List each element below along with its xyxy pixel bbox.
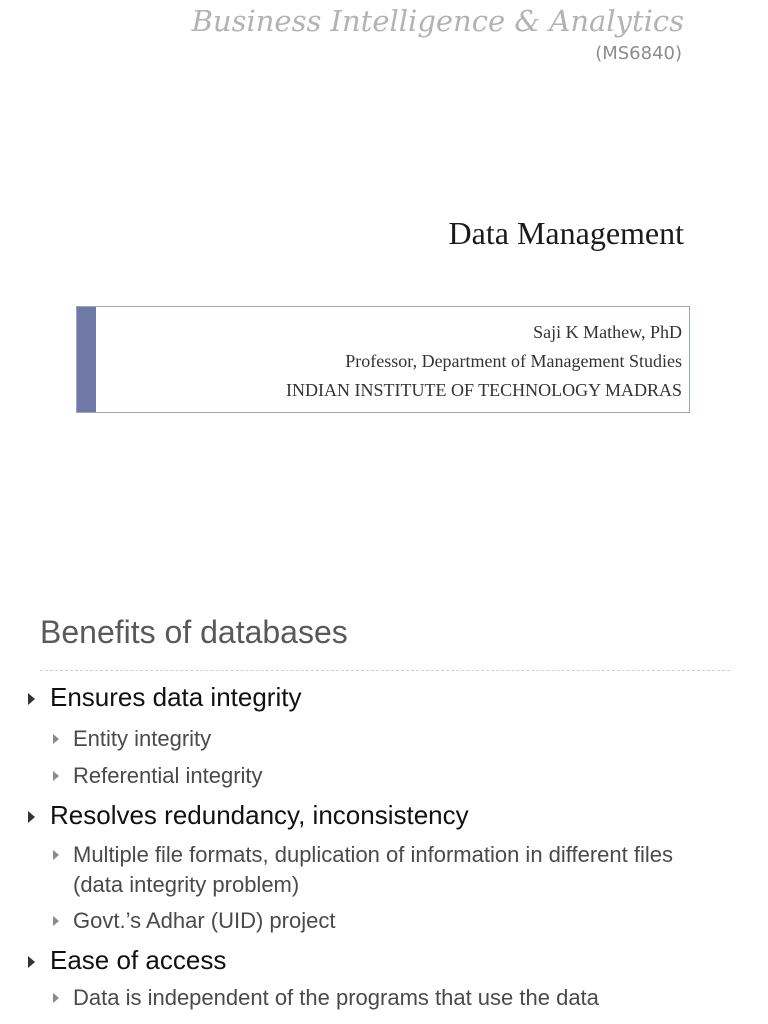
triangle-right-small-icon <box>53 993 59 1003</box>
triangle-right-small-icon <box>53 771 59 781</box>
triangle-right-small-icon <box>53 916 59 926</box>
course-title: Business Intelligence & Analytics <box>191 4 684 38</box>
author-box <box>76 306 690 413</box>
sub-bullet-item: Entity integrity <box>73 726 212 751</box>
triangle-right-small-icon <box>53 850 59 860</box>
benefits-slide <box>0 600 768 1024</box>
title-divider <box>40 670 730 671</box>
triangle-right-icon <box>28 811 35 823</box>
sub-bullet-item: Referential integrity <box>73 763 263 788</box>
author-name: Saji K Mathew, PhD <box>533 322 682 342</box>
sub-bullet-item: Data is independent of the programs that use the data <box>73 985 599 1010</box>
triangle-right-small-icon <box>53 734 59 744</box>
slide-title: Benefits of databases <box>40 614 348 650</box>
deck-title: Data Management <box>448 215 684 251</box>
author-position: Professor, Department of Management Studies <box>345 351 682 371</box>
author-info <box>286 318 682 405</box>
bullet-item: Ease of access <box>50 945 227 975</box>
sub-bullet-item: Multiple file formats, duplication of information in different files (data integrity problem) <box>73 842 673 897</box>
accent-bar <box>77 307 96 412</box>
bullet-item: Ensures data integrity <box>50 682 302 712</box>
bullet-item: Resolves redundancy, inconsistency <box>50 800 469 830</box>
triangle-right-icon <box>28 956 35 968</box>
sub-bullet-item: Govt.’s Adhar (UID) project <box>73 908 336 933</box>
course-code: (MS6840) <box>595 43 682 64</box>
author-institution: INDIAN INSTITUTE OF TECHNOLOGY MADRAS <box>286 380 682 400</box>
triangle-right-icon <box>28 693 35 705</box>
